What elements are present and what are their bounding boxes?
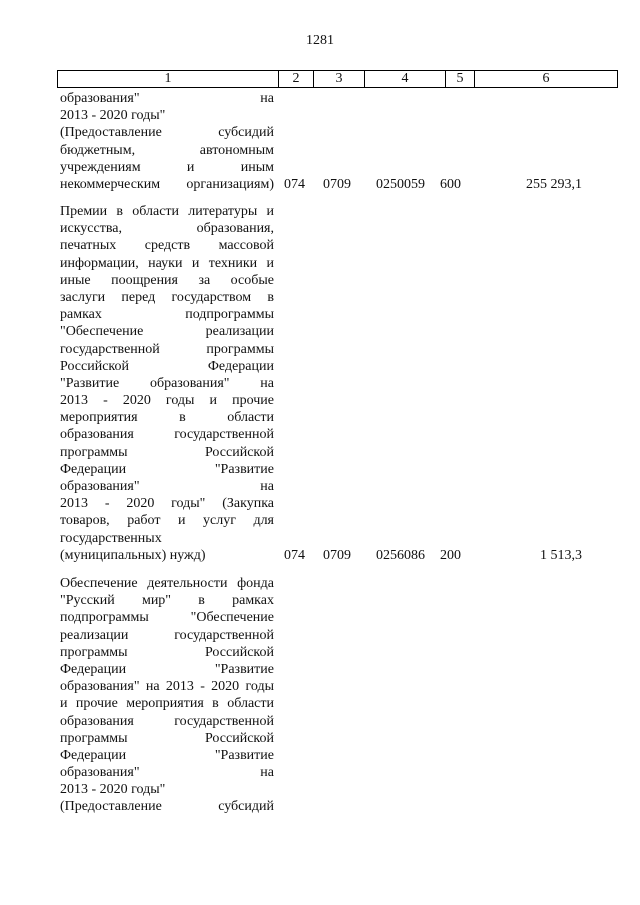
description-line: образования" на [60, 91, 274, 106]
description-line: 2013 - 2020 годы" (Закупка [60, 496, 274, 512]
row-type: 200 [440, 548, 461, 563]
row-target: 0250059 [376, 177, 425, 192]
column-header-6: 6 [475, 71, 618, 88]
description-line: Федерации "Развитие [60, 747, 274, 763]
column-header-1: 1 [58, 71, 279, 88]
row-section: 0709 [323, 177, 351, 192]
page-number: 1281 [306, 33, 334, 48]
row-type: 600 [440, 177, 461, 192]
description-line: некоммерческим организациям) [60, 176, 274, 192]
description-line: Премии в области литературы и [60, 204, 274, 219]
description-line: бюджетным, автономным [60, 142, 274, 158]
column-header-row [58, 71, 618, 88]
description-line: образования государственной [60, 713, 274, 729]
description-line: образования" на [60, 765, 274, 781]
description-line: государственных [60, 530, 162, 546]
description-line: заслуги перед государством в [60, 289, 274, 305]
column-header-2: 2 [279, 71, 314, 88]
description-line: подпрограммы "Обеспечение [60, 610, 274, 626]
row-code: 074 [284, 548, 305, 563]
description-line: Федерации "Развитие [60, 661, 274, 677]
description-line: (муниципальных) нужд) [60, 547, 206, 563]
description-line: образования" на [60, 479, 274, 494]
description-line: (Предоставление субсидий [60, 125, 274, 141]
description-line: образования государственной [60, 427, 274, 443]
description-line: мероприятия в области [60, 410, 274, 426]
description-line: и прочие мероприятия в области [60, 696, 274, 712]
description-line: 2013 - 2020 годы" [60, 782, 166, 798]
description-line: рамках подпрограммы [60, 307, 274, 323]
description-line: "Развитие образования" на [60, 375, 274, 391]
description-line: образования" на 2013 - 2020 годы [60, 679, 274, 695]
column-header-4: 4 [365, 71, 446, 88]
description-line: Федерации "Развитие [60, 461, 274, 477]
row-section: 0709 [323, 548, 351, 563]
column-header-3: 3 [314, 71, 365, 88]
row-amount: 1 513,3 [540, 548, 582, 563]
description-line: иные поощрения за особые [60, 272, 274, 288]
row-description [60, 90, 274, 193]
description-line: печатных средств массовой [60, 238, 274, 254]
description-line: реализации государственной [60, 627, 274, 643]
column-header-5: 5 [446, 71, 475, 88]
row-description [60, 575, 274, 816]
column-header-table [57, 70, 618, 88]
description-line: "Русский мир" в рамках [60, 593, 274, 609]
description-line: программы Российской [60, 730, 274, 746]
description-line: "Обеспечение реализации [60, 324, 274, 340]
row-amount: 255 293,1 [526, 177, 582, 192]
description-line: товаров, работ и услуг для [60, 513, 274, 529]
row-code: 074 [284, 177, 305, 192]
description-line: программы Российской [60, 444, 274, 460]
description-line: учреждениям и иным [60, 159, 274, 175]
description-line: программы Российской [60, 644, 274, 660]
description-line: Российской Федерации [60, 358, 274, 374]
description-line: информации, науки и техники и [60, 255, 274, 271]
row-target: 0256086 [376, 548, 425, 563]
description-line: Обеспечение деятельности фонда [60, 576, 274, 591]
description-line: 2013 - 2020 годы и прочие [60, 393, 274, 409]
description-line: государственной программы [60, 341, 274, 357]
description-line: искусства, образования, [60, 221, 274, 237]
row-description [60, 203, 274, 564]
description-line: (Предоставление субсидий [60, 799, 274, 815]
description-line: 2013 - 2020 годы" [60, 108, 166, 124]
